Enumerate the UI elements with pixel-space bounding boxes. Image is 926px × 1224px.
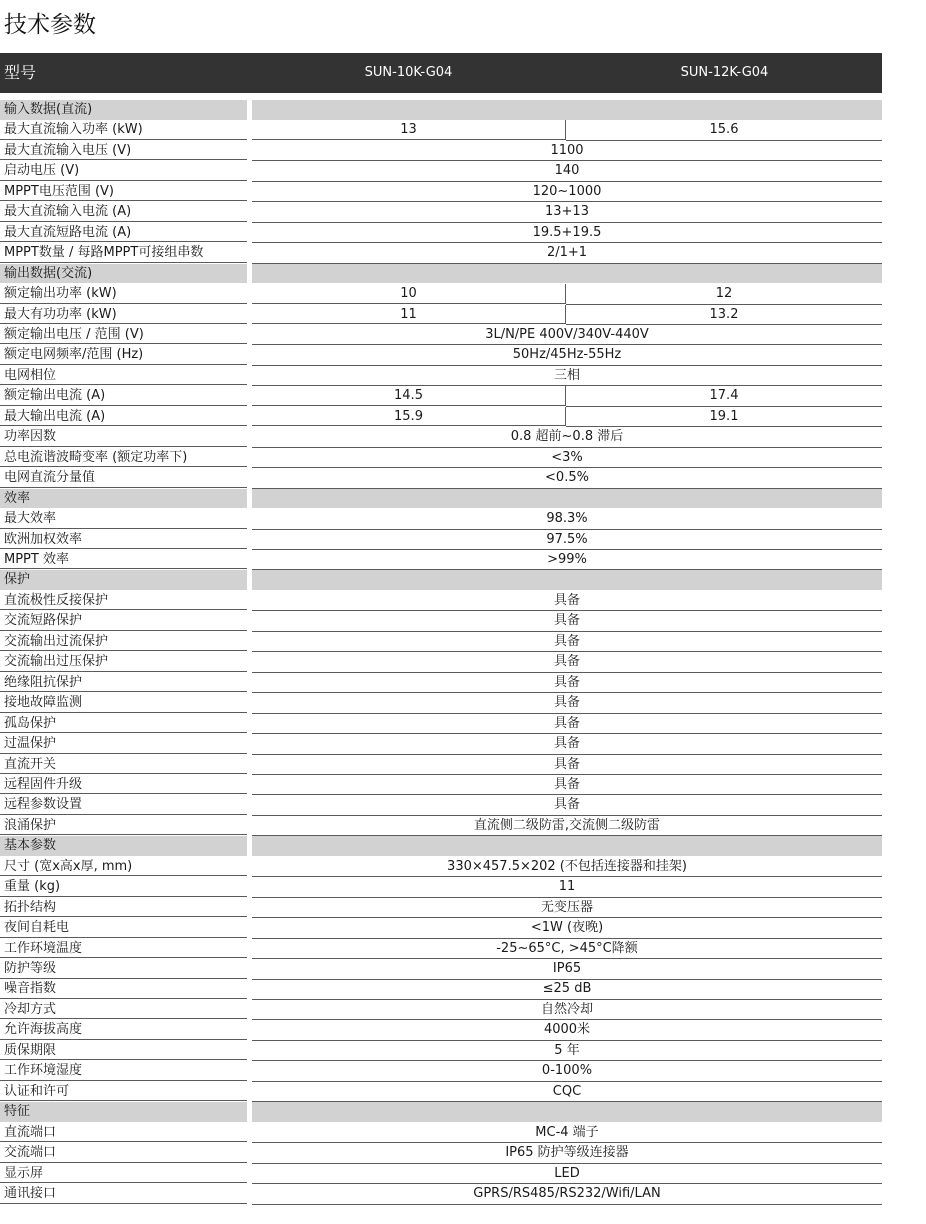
spec-label: 最大输出电流 (A) — [0, 407, 247, 427]
spec-row — [0, 161, 882, 181]
spec-value: MC-4 端子 — [252, 1123, 882, 1144]
section-title: 输入数据(直流) — [0, 100, 247, 120]
spec-label: 直流极性反接保护 — [0, 591, 247, 611]
spec-label: 显示屏 — [0, 1164, 247, 1184]
spec-value: 3L/N/PE 400V/340V-440V — [252, 325, 882, 346]
spec-label: 交流输出过流保护 — [0, 632, 247, 652]
section-title: 保护 — [0, 570, 247, 590]
spec-value: 330×457.5×202 (不包括连接器和挂架) — [252, 857, 882, 878]
spec-label: 质保期限 — [0, 1041, 247, 1061]
spec-value: 5 年 — [252, 1041, 882, 1062]
section-title: 特征 — [0, 1102, 247, 1122]
section-value-band — [252, 1102, 882, 1122]
spec-row — [0, 141, 882, 161]
spec-label: 最大效率 — [0, 509, 247, 529]
spec-value: 19.5+19.5 — [252, 223, 882, 244]
spec-label: MPPT 效率 — [0, 550, 247, 570]
spec-label: 认证和许可 — [0, 1082, 247, 1102]
spec-value: 具备 — [252, 652, 882, 673]
spec-value: 13+13 — [252, 202, 882, 223]
model-label: 型号 — [4, 63, 37, 82]
spec-label: MPPT电压范围 (V) — [0, 182, 247, 202]
spec-label: 额定电网频率/范围 (Hz) — [0, 345, 247, 365]
spec-value: <3% — [252, 448, 882, 469]
spec-label: 最大有功功率 (kW) — [0, 305, 247, 325]
spec-label: 接地故障监测 — [0, 693, 247, 713]
spec-value: GPRS/RS485/RS232/Wifi/LAN — [252, 1184, 882, 1205]
spec-value: 1100 — [252, 141, 882, 162]
spec-value: -25~65°C, >45°C降额 — [252, 939, 882, 960]
spec-row — [0, 611, 882, 631]
spec-label: 启动电压 (V) — [0, 161, 247, 181]
spec-row — [0, 550, 882, 570]
spec-row — [0, 284, 882, 304]
spec-value-model-2: 13.2 — [566, 305, 882, 326]
spec-value-model-2: 15.6 — [566, 120, 882, 141]
spec-row — [0, 1000, 882, 1020]
spec-row — [0, 918, 882, 938]
section-header-row — [0, 836, 882, 856]
spec-value: 具备 — [252, 714, 882, 735]
spec-value-model-1: 15.9 — [252, 407, 566, 427]
spec-value-model-1: 13 — [252, 120, 566, 140]
spec-label: 额定输出电压 / 范围 (V) — [0, 325, 247, 345]
spec-label: 工作环境温度 — [0, 939, 247, 959]
spec-row — [0, 979, 882, 999]
spec-label: 额定输出电流 (A) — [0, 386, 247, 406]
spec-label: 交流端口 — [0, 1143, 247, 1163]
spec-row — [0, 386, 882, 406]
spec-label: 直流开关 — [0, 755, 247, 775]
spec-value: IP65 — [252, 959, 882, 980]
spec-label: 夜间自耗电 — [0, 918, 247, 938]
spec-row — [0, 1041, 882, 1061]
section-header-row — [0, 1102, 882, 1122]
section-value-band — [252, 836, 882, 856]
page-title: 技术参数 — [4, 12, 96, 38]
spec-row — [0, 1061, 882, 1081]
spec-value-model-1: 11 — [252, 305, 566, 325]
spec-row — [0, 1082, 882, 1102]
section-title: 效率 — [0, 489, 247, 509]
spec-value: 97.5% — [252, 530, 882, 551]
spec-value: IP65 防护等级连接器 — [252, 1143, 882, 1164]
spec-row — [0, 325, 882, 345]
spec-label: 电网直流分量值 — [0, 468, 247, 488]
model-name-2: SUN-12K-G04 — [680, 65, 769, 80]
spec-row — [0, 632, 882, 652]
spec-row — [0, 795, 882, 815]
section-value-band — [252, 100, 882, 120]
spec-row — [0, 734, 882, 754]
spec-value: ≤25 dB — [252, 979, 882, 1000]
spec-row — [0, 1164, 882, 1184]
spec-row — [0, 509, 882, 529]
spec-table — [0, 100, 882, 1204]
spec-row — [0, 755, 882, 775]
section-value-band — [252, 489, 882, 509]
spec-label: 交流短路保护 — [0, 611, 247, 631]
spec-row — [0, 305, 882, 325]
spec-label: 欧洲加权效率 — [0, 530, 247, 550]
section-value-band — [252, 264, 882, 284]
spec-value-model-1: 14.5 — [252, 386, 566, 406]
spec-label: 防护等级 — [0, 959, 247, 979]
spec-value: 具备 — [252, 755, 882, 776]
spec-row — [0, 1020, 882, 1040]
spec-row — [0, 223, 882, 243]
spec-row — [0, 959, 882, 979]
spec-value: <1W (夜晚) — [252, 918, 882, 939]
spec-label: 总电流谐波畸变率 (额定功率下) — [0, 448, 247, 468]
spec-value-model-1: 10 — [252, 284, 566, 304]
spec-label: 最大直流输入功率 (kW) — [0, 120, 247, 140]
spec-label: 冷却方式 — [0, 1000, 247, 1020]
spec-row — [0, 530, 882, 550]
spec-label: 噪音指数 — [0, 979, 247, 999]
spec-row — [0, 673, 882, 693]
spec-row — [0, 407, 882, 427]
spec-value-model-2: 12 — [566, 284, 882, 305]
spec-row — [0, 714, 882, 734]
spec-row — [0, 939, 882, 959]
spec-label: 过温保护 — [0, 734, 247, 754]
spec-row — [0, 1123, 882, 1143]
spec-row — [0, 202, 882, 222]
spec-value: 0-100% — [252, 1061, 882, 1082]
section-header-row — [0, 570, 882, 590]
spec-row — [0, 775, 882, 795]
spec-label: 电网相位 — [0, 366, 247, 386]
spec-value: <0.5% — [252, 468, 882, 489]
spec-value: 直流侧二级防雷,交流侧二级防雷 — [252, 816, 882, 837]
spec-value: 120~1000 — [252, 182, 882, 203]
spec-label: 远程固件升级 — [0, 775, 247, 795]
spec-label: 重量 (kg) — [0, 877, 247, 897]
spec-value: 具备 — [252, 795, 882, 816]
spec-row — [0, 427, 882, 447]
spec-row — [0, 468, 882, 488]
spec-label: 交流输出过压保护 — [0, 652, 247, 672]
spec-value: 140 — [252, 161, 882, 182]
spec-row — [0, 1184, 882, 1204]
spec-label: 功率因数 — [0, 427, 247, 447]
spec-row — [0, 877, 882, 897]
spec-row — [0, 345, 882, 365]
spec-value: 2/1+1 — [252, 243, 882, 264]
spec-value: 50Hz/45Hz-55Hz — [252, 345, 882, 366]
spec-row — [0, 816, 882, 836]
model-name-1: SUN-10K-G04 — [364, 65, 453, 80]
spec-row — [0, 1143, 882, 1163]
spec-row — [0, 448, 882, 468]
spec-label: 远程参数设置 — [0, 795, 247, 815]
spec-label: 浪涌保护 — [0, 816, 247, 836]
spec-value: 具备 — [252, 775, 882, 796]
spec-value: 三相 — [252, 366, 882, 387]
spec-label: 尺寸 (宽x高x厚, mm) — [0, 857, 247, 877]
spec-value: 具备 — [252, 591, 882, 612]
spec-value: 0.8 超前~0.8 滞后 — [252, 427, 882, 448]
spec-label: MPPT数量 / 每路MPPT可接组串数 — [0, 243, 247, 263]
spec-value: 自然冷却 — [252, 1000, 882, 1021]
spec-value: >99% — [252, 550, 882, 571]
section-title: 输出数据(交流) — [0, 264, 247, 284]
spec-value: 具备 — [252, 632, 882, 653]
spec-value: CQC — [252, 1082, 882, 1103]
spec-value: 98.3% — [252, 509, 882, 530]
spec-value: 4000米 — [252, 1020, 882, 1041]
spec-value-model-2: 17.4 — [566, 386, 882, 407]
section-header-row — [0, 100, 882, 120]
model-header-bar — [0, 53, 882, 93]
spec-value: 具备 — [252, 734, 882, 755]
spec-label: 额定输出功率 (kW) — [0, 284, 247, 304]
spec-row — [0, 120, 882, 140]
spec-label: 最大直流短路电流 (A) — [0, 223, 247, 243]
spec-value: 具备 — [252, 693, 882, 714]
spec-label: 通讯接口 — [0, 1184, 247, 1204]
spec-label: 直流端口 — [0, 1123, 247, 1143]
spec-row — [0, 857, 882, 877]
spec-label: 拓扑结构 — [0, 898, 247, 918]
spec-label: 工作环境湿度 — [0, 1061, 247, 1081]
section-header-row — [0, 264, 882, 284]
spec-row — [0, 182, 882, 202]
spec-label: 允许海拔高度 — [0, 1020, 247, 1040]
section-title: 基本参数 — [0, 836, 247, 856]
spec-label: 最大直流输入电压 (V) — [0, 141, 247, 161]
spec-row — [0, 898, 882, 918]
spec-value: 具备 — [252, 611, 882, 632]
spec-row — [0, 243, 882, 263]
spec-label: 最大直流输入电流 (A) — [0, 202, 247, 222]
spec-value: 无变压器 — [252, 898, 882, 919]
spec-value: LED — [252, 1164, 882, 1185]
spec-value-model-2: 19.1 — [566, 407, 882, 428]
spec-row — [0, 366, 882, 386]
spec-row — [0, 591, 882, 611]
spec-row — [0, 652, 882, 672]
spec-value: 具备 — [252, 673, 882, 694]
spec-value: 11 — [252, 877, 882, 898]
section-header-row — [0, 489, 882, 509]
spec-row — [0, 693, 882, 713]
spec-label: 绝缘阻抗保护 — [0, 673, 247, 693]
section-value-band — [252, 570, 882, 590]
spec-label: 孤岛保护 — [0, 714, 247, 734]
